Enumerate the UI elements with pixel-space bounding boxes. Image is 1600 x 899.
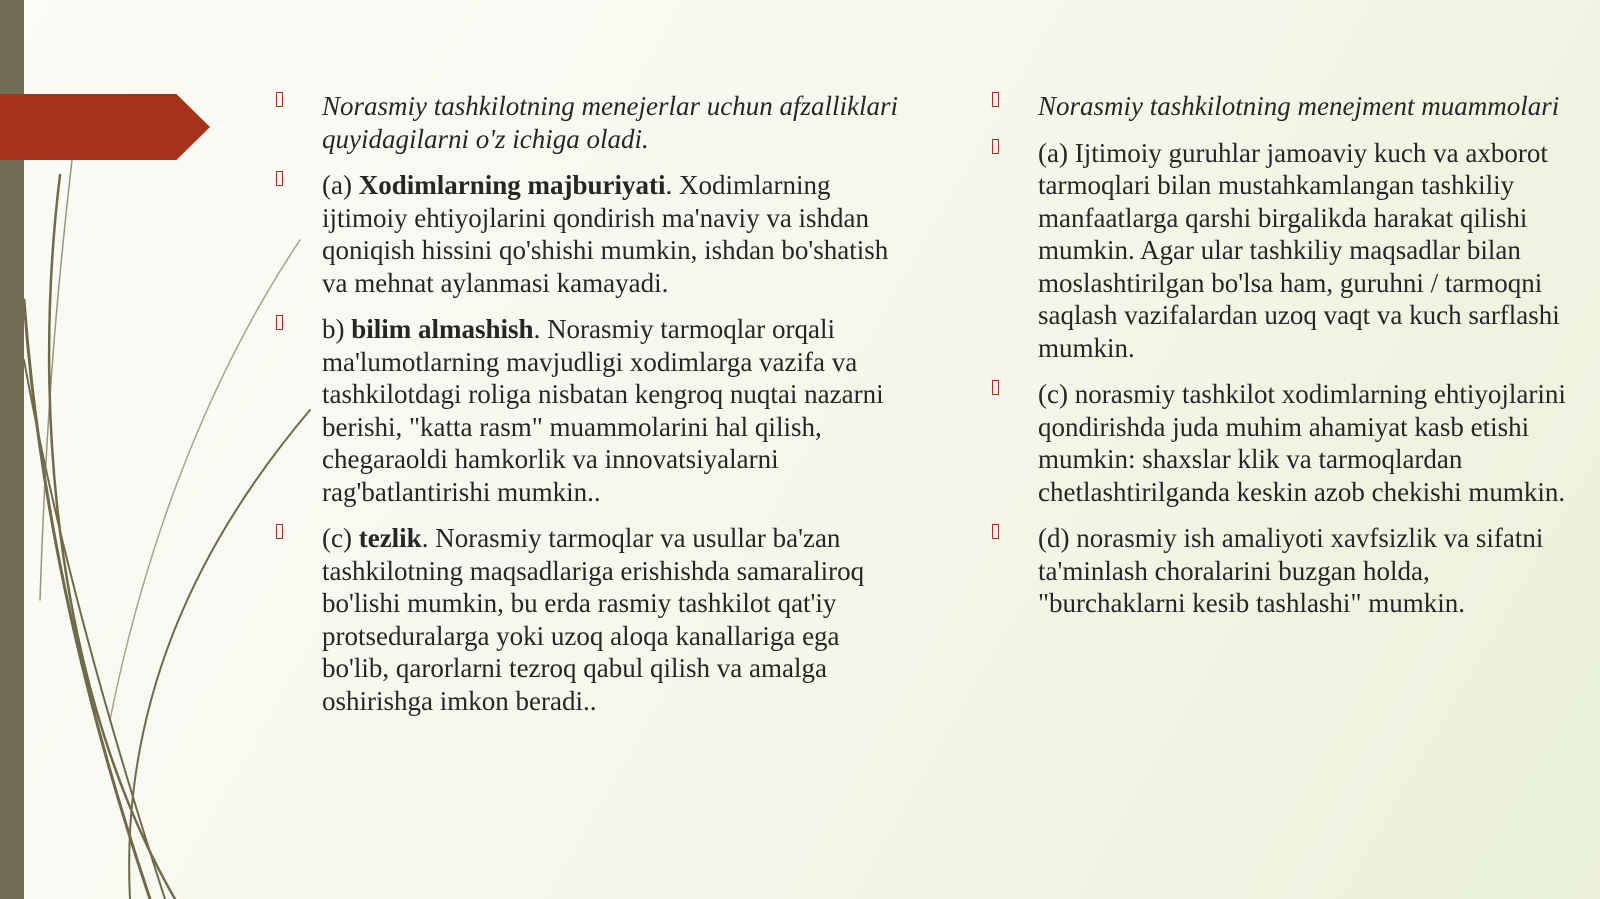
bullet-glyph-icon <box>276 90 322 155</box>
term-bold: Xodimlarning majburiyati <box>358 170 666 200</box>
bullet-glyph-icon <box>276 522 322 717</box>
list-item-text: (c) tezlik. Norasmiy tarmoqlar va usullar ba'zan tashkilotning maqsadlariga erishishda samaraliroq bo'lishi mumkin, bu erda rasmiy tashkilot qat'iy protseduralarga yoki uzoq aloqa kanallariga ega bo'lib, qarorlarni tezroq qabul qilish va amalga oshirishga imkon beradi.. <box>322 523 865 716</box>
left-column <box>276 90 901 731</box>
bullet-glyph-icon <box>276 169 322 299</box>
list-item <box>992 378 1572 508</box>
list-item <box>276 313 901 508</box>
bullet-glyph-icon <box>992 522 1038 620</box>
right-intro-text: Norasmiy tashkilotning menejment muammolari <box>1038 91 1560 121</box>
left-intro-text: Norasmiy tashkilotning menejerlar uchun afzalliklari quyidagilarni o'z ichiga oladi. <box>322 91 898 154</box>
list-item-text: (a) Ijtimoiy guruhlar jamoaviy kuch va axborot tarmoqlari bilan mustahkamlangan tashkiliy manfaatlarga qarshi birgalikda harakat qilishi mumkin. Agar ular tashkiliy maqsadlar bilan moslashtirilgan bo'lsa ham, guruhni / tarmoqni saqlash vazifalardan uzoq vaqt va kuch sarflashi mumkin. <box>1038 137 1560 363</box>
list-item <box>992 522 1572 620</box>
list-item <box>276 169 901 299</box>
list-item <box>992 90 1572 123</box>
list-item <box>276 522 901 717</box>
arrow-banner <box>0 94 210 160</box>
bullet-glyph-icon <box>276 313 322 508</box>
term-bold: tezlik <box>358 523 422 553</box>
list-item-text: (c) norasmiy tashkilot xodimlarning ehtiyojlarini qondirishda juda muhim ahamiyat kasb etishi mumkin: shaxslar klik va tarmoqlardan chetlashtirilganda keskin azob chekishi mumkin. <box>1038 379 1566 507</box>
term-bold: bilim almashish <box>351 314 534 344</box>
bullet-glyph-icon <box>992 137 1038 365</box>
right-column <box>992 90 1572 634</box>
bullet-glyph-icon <box>992 90 1038 123</box>
list-item-text: (d) norasmiy ish amaliyoti xavfsizlik va sifatni ta'minlash choralarini buzgan holda, "burchaklarni kesib tashlashi" mumkin. <box>1038 523 1544 618</box>
list-item <box>276 90 901 155</box>
list-item <box>992 137 1572 365</box>
list-item-text: b) bilim almashish. Norasmiy tarmoqlar orqali ma'lumotlarning mavjudligi xodimlarga vazifa va tashkilotdagi roliga nisbatan kengroq nuqtai nazarni berishi, "katta rasm" muammolarini hal qilish, chegaraoldi hamkorlik va innovatsiyalarni rag'batlantirishi mumkin.. <box>322 314 884 507</box>
list-item-text: (a) Xodimlarning majburiyati. Xodimlarning ijtimoiy ehtiyojlarini qondirish ma'naviy va ishdan qoniqish hissini qo'shishi mumkin, ishdan bo'shatish va mehnat aylanmasi kamayadi. <box>322 170 889 298</box>
bullet-glyph-icon <box>992 378 1038 508</box>
